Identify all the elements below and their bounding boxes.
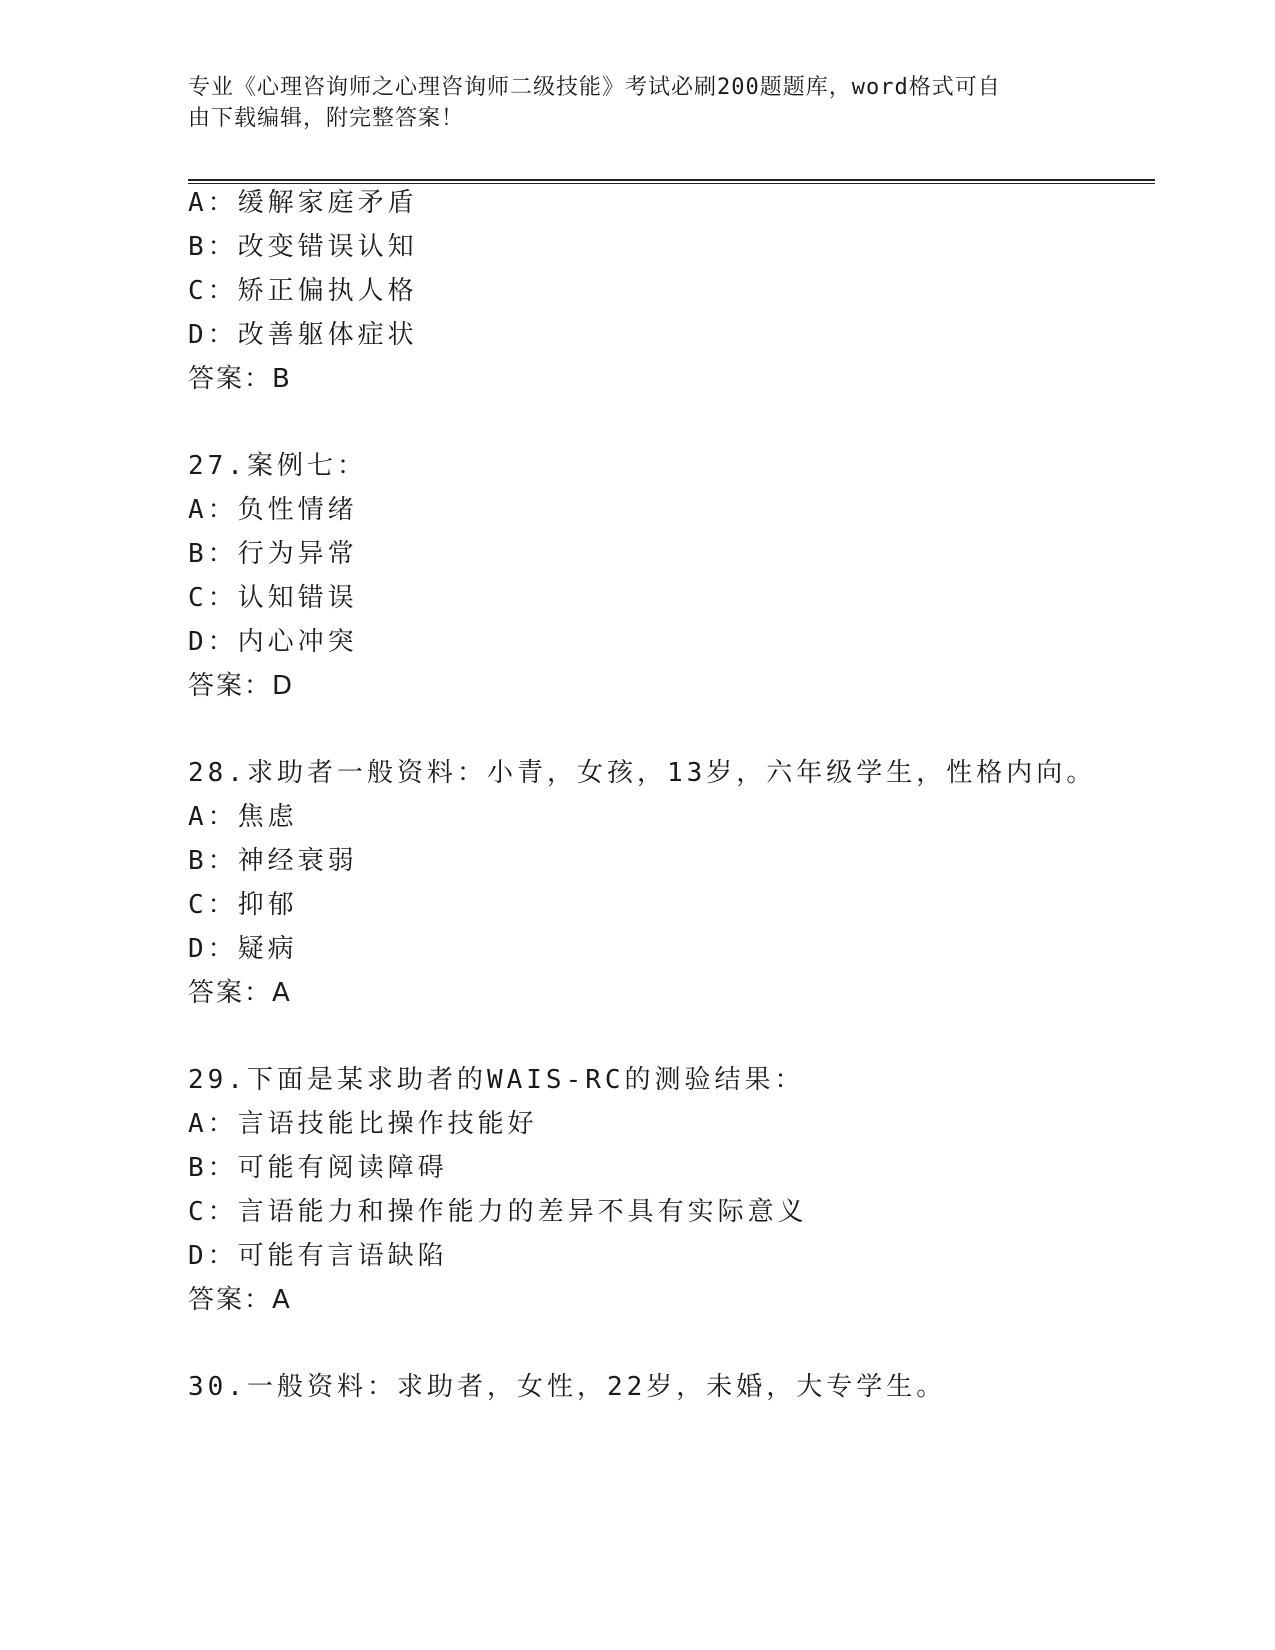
q29-question: 29.下面是某求助者的WAIS-RC的测验结果： bbox=[188, 1065, 805, 1095]
header-divider bbox=[188, 179, 1155, 184]
q27-option-b: B：行为异常 bbox=[188, 539, 358, 569]
q26-option-d: D：改善躯体症状 bbox=[188, 320, 418, 350]
q27-question: 27.案例七： bbox=[188, 451, 367, 481]
q26-option-b: B：改变错误认知 bbox=[188, 232, 418, 262]
q29-option-d: D：可能有言语缺陷 bbox=[188, 1241, 448, 1271]
q27-answer: 答案：D bbox=[188, 671, 295, 701]
q29-answer: 答案：A bbox=[188, 1285, 292, 1315]
q28-option-a: A：焦虑 bbox=[188, 802, 298, 832]
q28-option-b: B：神经衰弱 bbox=[188, 846, 358, 876]
header-line-1: 专业《心理咨询师之心理咨询师二级技能》考试必刷200题题库，word格式可自 bbox=[188, 75, 1001, 100]
q30-question: 30.一般资料：求助者，女性，22岁，未婚，大专学生。 bbox=[188, 1372, 947, 1402]
q26-option-c: C：矫正偏执人格 bbox=[188, 276, 418, 306]
q28-answer: 答案：A bbox=[188, 978, 292, 1008]
document-header bbox=[188, 72, 1068, 134]
q29-option-c: C：言语能力和操作能力的差异不具有实际意义 bbox=[188, 1197, 808, 1227]
q28-option-c: C：抑郁 bbox=[188, 890, 298, 920]
q28-option-d: D：疑病 bbox=[188, 934, 298, 964]
q26-answer: 答案：B bbox=[188, 364, 292, 394]
q29-option-b: B：可能有阅读障碍 bbox=[188, 1153, 448, 1183]
q27-option-a: A：负性情绪 bbox=[188, 495, 358, 525]
q27-option-c: C：认知错误 bbox=[188, 583, 358, 613]
header-line-2: 由下载编辑，附完整答案！ bbox=[188, 106, 465, 131]
q26-option-a: A：缓解家庭矛盾 bbox=[188, 188, 418, 218]
q29-option-a: A：言语技能比操作技能好 bbox=[188, 1109, 538, 1139]
q27-option-d: D：内心冲突 bbox=[188, 627, 358, 657]
q28-question: 28.求助者一般资料：小青，女孩，13岁，六年级学生，性格内向。 bbox=[188, 758, 1097, 788]
